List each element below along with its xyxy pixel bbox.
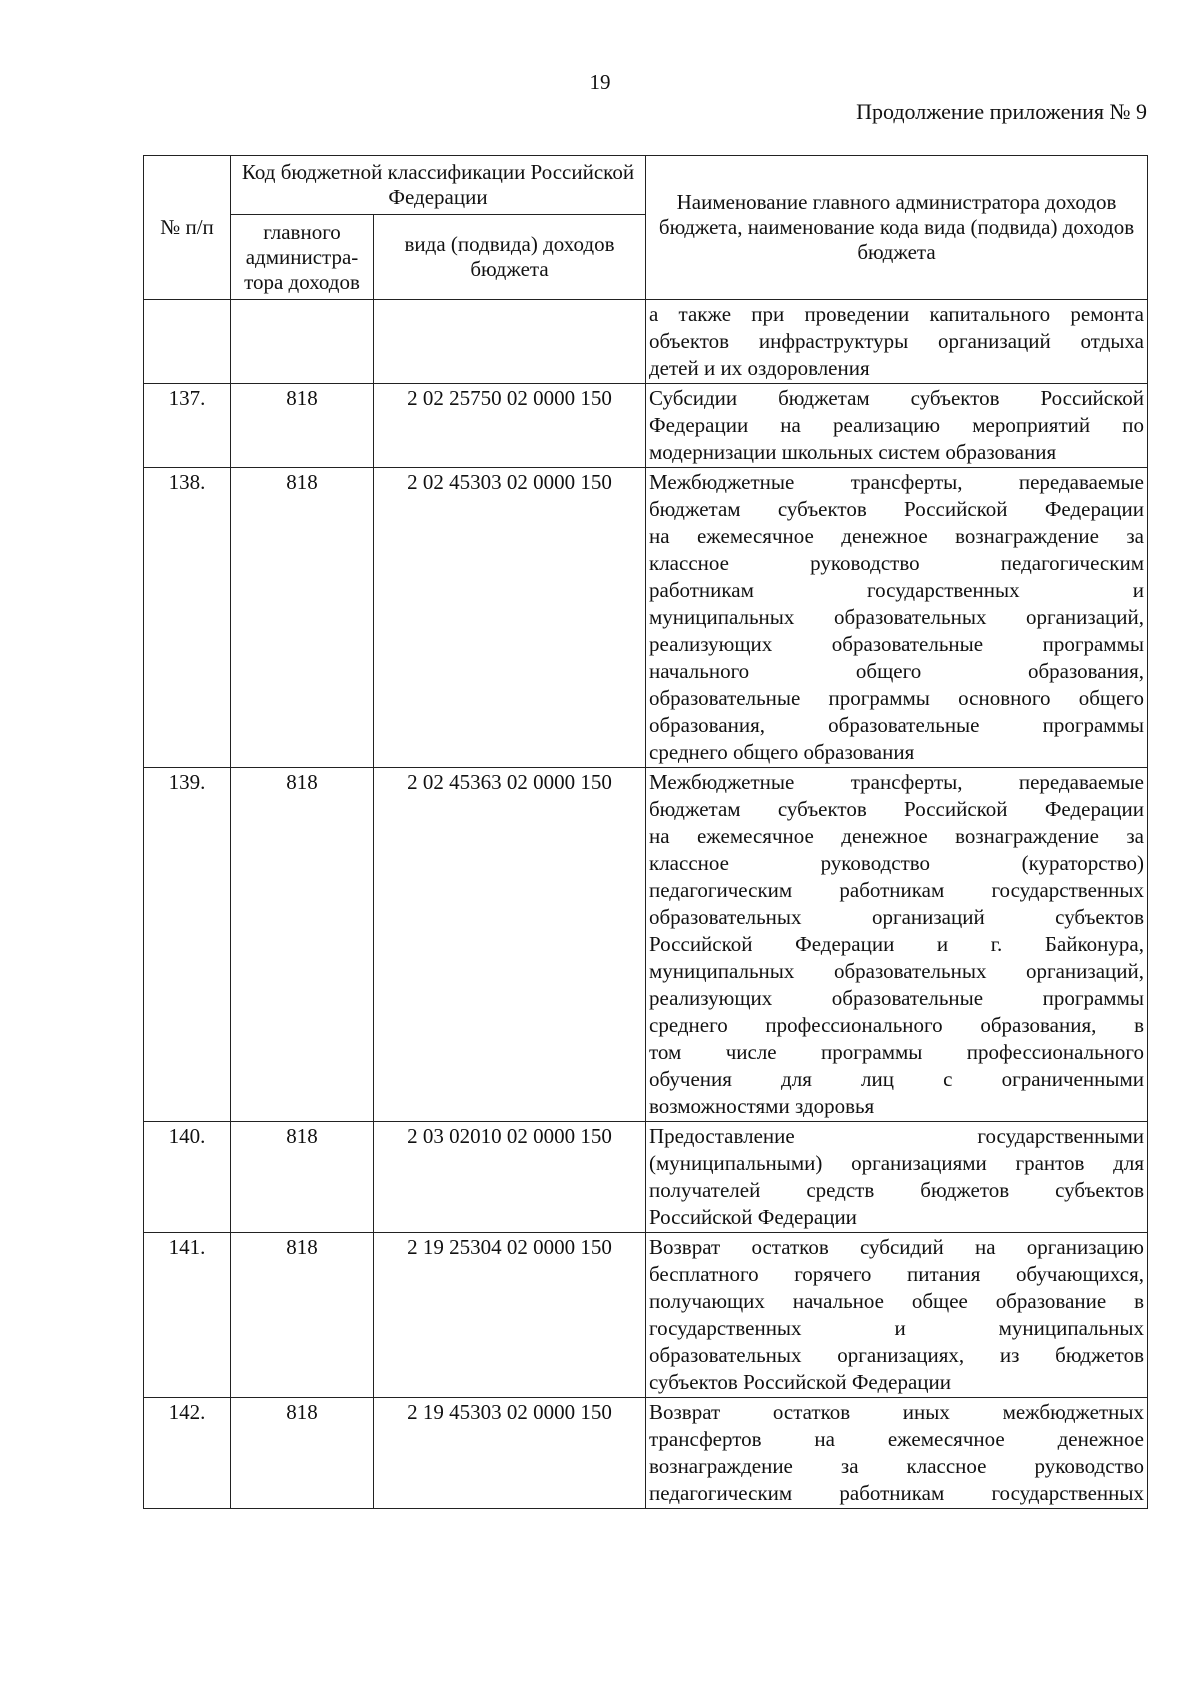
description-line: Возврат остатков субсидий на организацию [649,1235,1144,1259]
description-line: начального общего образования, [649,659,1144,683]
description-line: бюджетам субъектов Российской Федерации [649,797,1144,821]
description-line: государственных и муниципальных [649,1316,1144,1340]
description-line: вознаграждение за классное руководство [649,1454,1144,1478]
table-body [144,300,1148,1509]
table-row [144,1233,1148,1398]
row-number: 141. [144,1233,231,1398]
income-description [646,468,1148,768]
description-line: Предоставление государственными [649,1124,1144,1148]
income-description [646,300,1148,384]
description-line: работникам государственных и [649,578,1144,602]
description-line: модернизации школьных систем образования [649,440,1057,464]
description-line: том числе программы профессионального [649,1040,1144,1064]
description-line: а также при проведении капитального ремонта [649,302,1144,326]
income-description [646,1122,1148,1233]
description-line: образовательных организаций субъектов [649,905,1144,929]
header-bcc-group: Код бюджетной классификации Российской Федерации [231,156,646,215]
description-line: Российской Федерации и г. Байконура, [649,932,1144,956]
description-line: Федерации на реализацию мероприятий по [649,413,1144,437]
admin-code: 818 [231,1122,374,1233]
income-description [646,1398,1148,1509]
table-row [144,384,1148,468]
table-row [144,468,1148,768]
description-line: получающих начальное общее образование в [649,1289,1144,1313]
page-number: 19 [589,70,611,94]
description-line: педагогическим работникам государственных [649,878,1144,902]
income-type-code [374,300,646,384]
admin-code: 818 [231,1233,374,1398]
description-line: педагогическим работникам государственных [649,1481,1144,1505]
income-description [646,1233,1148,1398]
description-line: обучения для лиц с ограниченными [649,1067,1144,1091]
description-line: Российской Федерации [649,1205,857,1229]
row-number: 138. [144,468,231,768]
description-line: Субсидии бюджетам субъектов Российской [649,386,1144,410]
description-line: бюджетам субъектов Российской Федерации [649,497,1144,521]
admin-code: 818 [231,768,374,1122]
description-line: трансфертов на ежемесячное денежное [649,1427,1144,1451]
income-type-code: 2 19 25304 02 0000 150 [374,1233,646,1398]
admin-code: 818 [231,468,374,768]
description-line: бесплатного горячего питания обучающихся, [649,1262,1144,1286]
income-description [646,768,1148,1122]
header-name: Наименование главного администратора доходов бюджета, наименование кода вида (подвида) доходов бюджета [646,156,1148,300]
row-number [144,300,231,384]
income-type-code: 2 03 02010 02 0000 150 [374,1122,646,1233]
budget-classification-table [143,155,1148,1509]
row-number: 140. [144,1122,231,1233]
description-line: образовательных организациях, из бюджетов [649,1343,1144,1367]
description-line: среднего профессионального образования, в [649,1013,1144,1037]
description-line: реализующих образовательные программы [649,986,1144,1010]
row-number: 137. [144,384,231,468]
description-line: на ежемесячное денежное вознаграждение за [649,524,1144,548]
description-line: возможностями здоровья [649,1094,875,1118]
description-line: образовательные программы основного общего [649,686,1144,710]
row-number: 139. [144,768,231,1122]
table-row [144,300,1148,384]
description-line: реализующих образовательные программы [649,632,1144,656]
income-type-code: 2 02 25750 02 0000 150 [374,384,646,468]
description-line: на ежемесячное денежное вознаграждение за [649,824,1144,848]
description-line: Возврат остатков иных межбюджетных [649,1400,1144,1424]
header-type-code: вида (подвида) доходов бюджета [374,215,646,300]
table-row [144,768,1148,1122]
row-number: 142. [144,1398,231,1509]
description-line: получателей средств бюджетов субъектов [649,1178,1144,1202]
description-line: классное руководство (кураторство) [649,851,1144,875]
description-line: Межбюджетные трансферты, передаваемые [649,470,1144,494]
income-type-code: 2 02 45303 02 0000 150 [374,468,646,768]
description-line: образования, образовательные программы [649,713,1144,737]
income-type-code: 2 02 45363 02 0000 150 [374,768,646,1122]
header-number: № п/п [144,156,231,300]
description-line: субъектов Российской Федерации [649,1370,952,1394]
admin-code [231,300,374,384]
admin-code: 818 [231,384,374,468]
table-row [144,1398,1148,1509]
table-header-row [144,156,1148,215]
table-row [144,1122,1148,1233]
income-type-code: 2 19 45303 02 0000 150 [374,1398,646,1509]
header-admin-code: главного администра-тора доходов [231,215,374,300]
description-line: объектов инфраструктуры организаций отдыха [649,329,1144,353]
description-line: муниципальных образовательных организаций, [649,959,1144,983]
description-line: детей и их оздоровления [649,356,870,380]
income-description [646,384,1148,468]
description-line: муниципальных образовательных организаций, [649,605,1144,629]
admin-code: 818 [231,1398,374,1509]
description-line: классное руководство педагогическим [649,551,1144,575]
description-line: Межбюджетные трансферты, передаваемые [649,770,1144,794]
description-line: (муниципальными) организациями грантов для [649,1151,1144,1175]
description-line: среднего общего образования [649,740,915,764]
appendix-continuation-note: Продолжение приложения № 9 [856,99,1147,124]
